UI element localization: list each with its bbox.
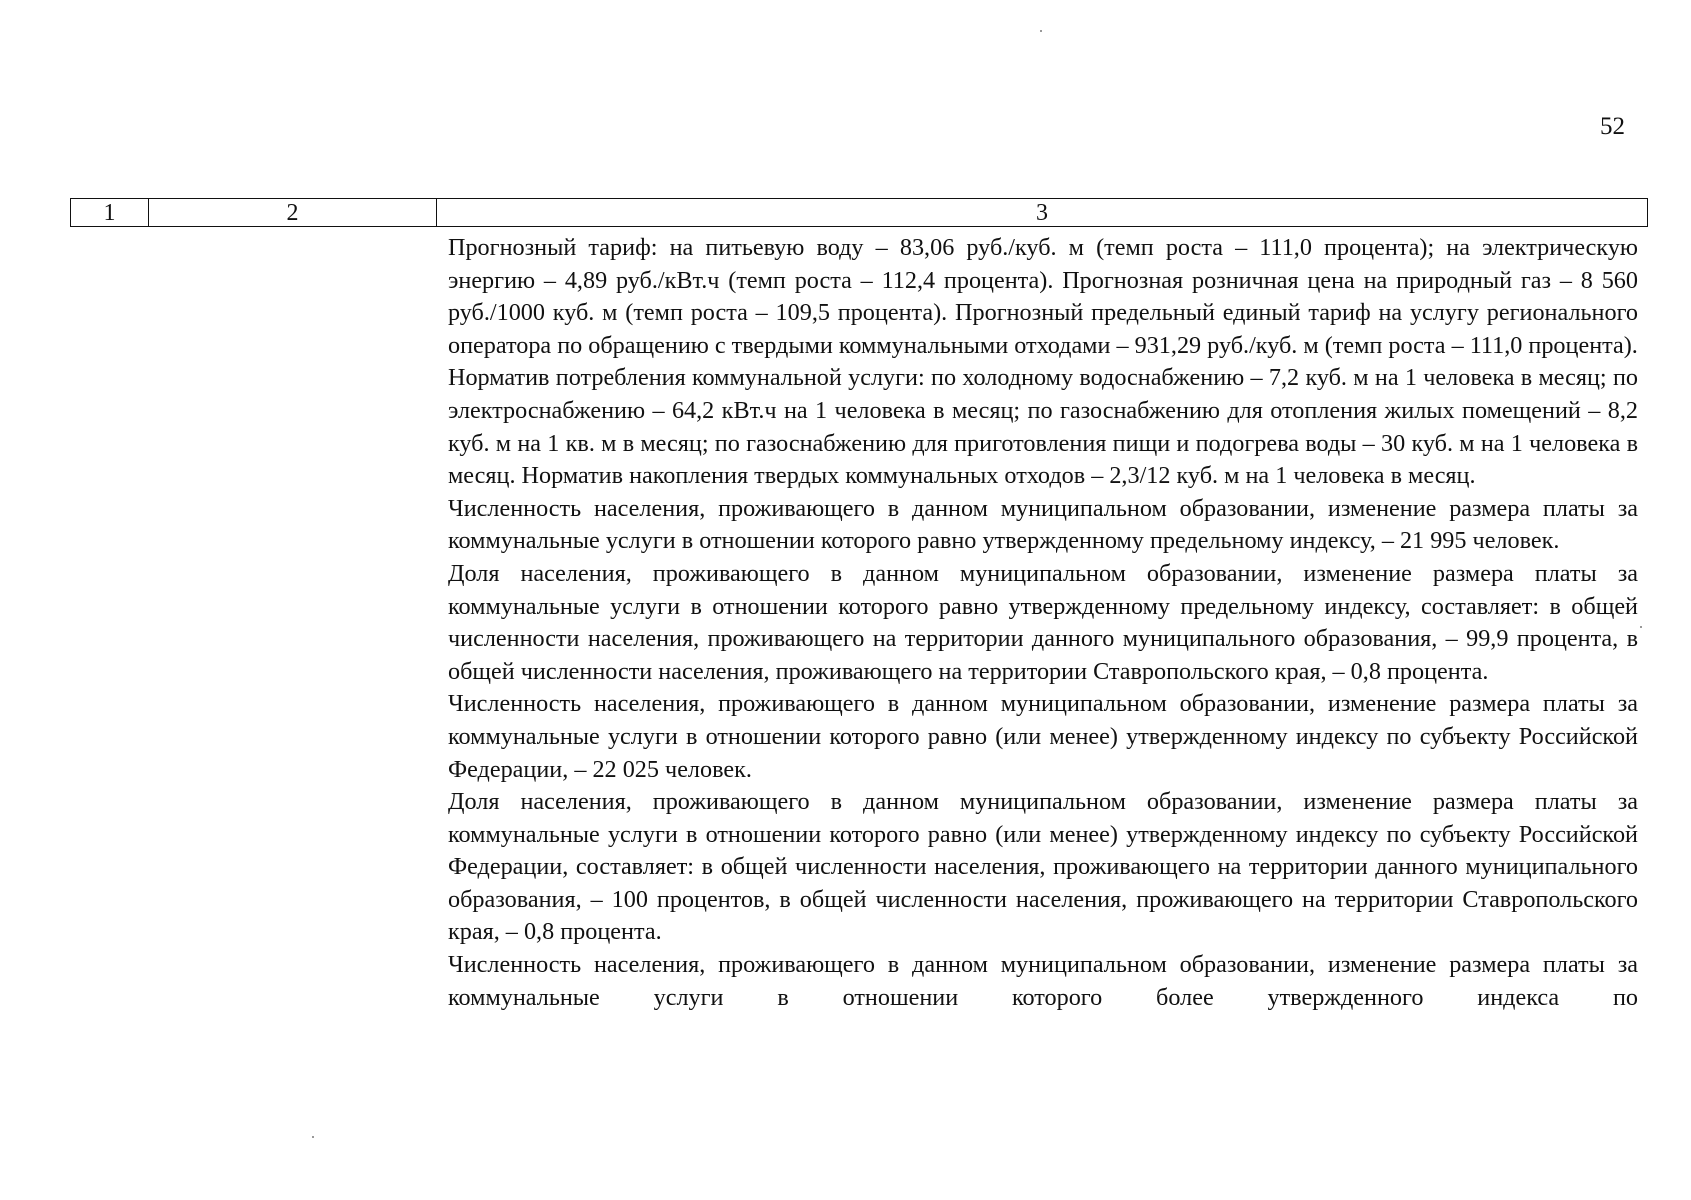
column-header-1: 1 (103, 199, 116, 226)
scan-speck (1640, 626, 1642, 628)
paragraph-share-equal-limit-index: Доля населения, проживающего в данном муниципальном образовании, изменение размера платы за коммунальные услуги в отношении которого равно утвержденному предельному индексу, составляет: в общей численности населения, проживающего на территории данного муниципального образования, – 99,9 процента, в общей численности населения, проживающего на территории Ставропольского края, – 0,8 процента. (448, 559, 1638, 685)
paragraph-consumption-norms: Норматив потребления коммунальной услуги: по холодному водоснабжению – 7,2 куб. м на 1 человека в месяц; по электроснабжению – 64,2 кВт.ч на 1 человека в месяц; по газоснабжению для отопления жилых помещений – 8,2 куб. м на 1 кв. м в месяц; по газоснабжению для приготовления пищи и подогрева воды – 30 куб. м на 1 человека в месяц. Норматив накопления твердых коммунальных отходов – 2,3/12 куб. м на 1 человека в месяц. (448, 364, 1638, 490)
scan-speck (1040, 30, 1042, 32)
column-3-content (448, 232, 1638, 1014)
column-header-table (70, 198, 1648, 227)
paragraph-population-equal-limit-index: Численность населения, проживающего в данном муниципальном образовании, изменение размера платы за коммунальные услуги в отношении которого равно утвержденному предельному индексу, – 21 995 человек. (448, 494, 1638, 555)
paragraph-share-equal-or-less-index: Доля населения, проживающего в данном муниципальном образовании, изменение размера платы за коммунальные услуги в отношении которого равно (или менее) утвержденному индексу по субъекту Российской Федерации, составляет: в общей численности населения, проживающего на территории данного муниципального образования, – 100 процентов, в общей численности населения, проживающего на территории Ставропольского края, – 0,8 процента. (448, 788, 1638, 946)
paragraph-population-above-index: Численность населения, проживающего в данном муниципальном образовании, изменение размера платы за коммунальные услуги в отношении которого более утвержденного индекса по (448, 951, 1638, 1011)
paragraph-forecast-tariffs: Прогнозный тариф: на питьевую воду – 83,06 руб./куб. м (темп роста – 111,0 процента); на электрическую энергию – 4,89 руб./кВт.ч (темп роста – 112,4 процента). Прогнозная розничная цена на природный газ – 8 560 руб./1000 куб. м (темп роста – 109,5 процента). Прогнозный предельный единый тариф на услугу регионального оператора по обращению с твердыми коммунальными отходами – 931,29 руб./куб. м (темп роста – 111,0 процента). (448, 234, 1638, 359)
column-header-3: 3 (437, 199, 1648, 227)
page-number: 52 (1600, 113, 1625, 140)
column-header-row (71, 199, 1648, 227)
paragraph-population-equal-or-less-index: Численность населения, проживающего в данном муниципальном образовании, изменение размера платы за коммунальные услуги в отношении которого равно (или менее) утвержденному индексу по субъекту Российской Федерации, – 22 025 человек. (448, 690, 1638, 783)
scan-speck (312, 1136, 314, 1138)
column-header-2: 2 (149, 199, 437, 227)
